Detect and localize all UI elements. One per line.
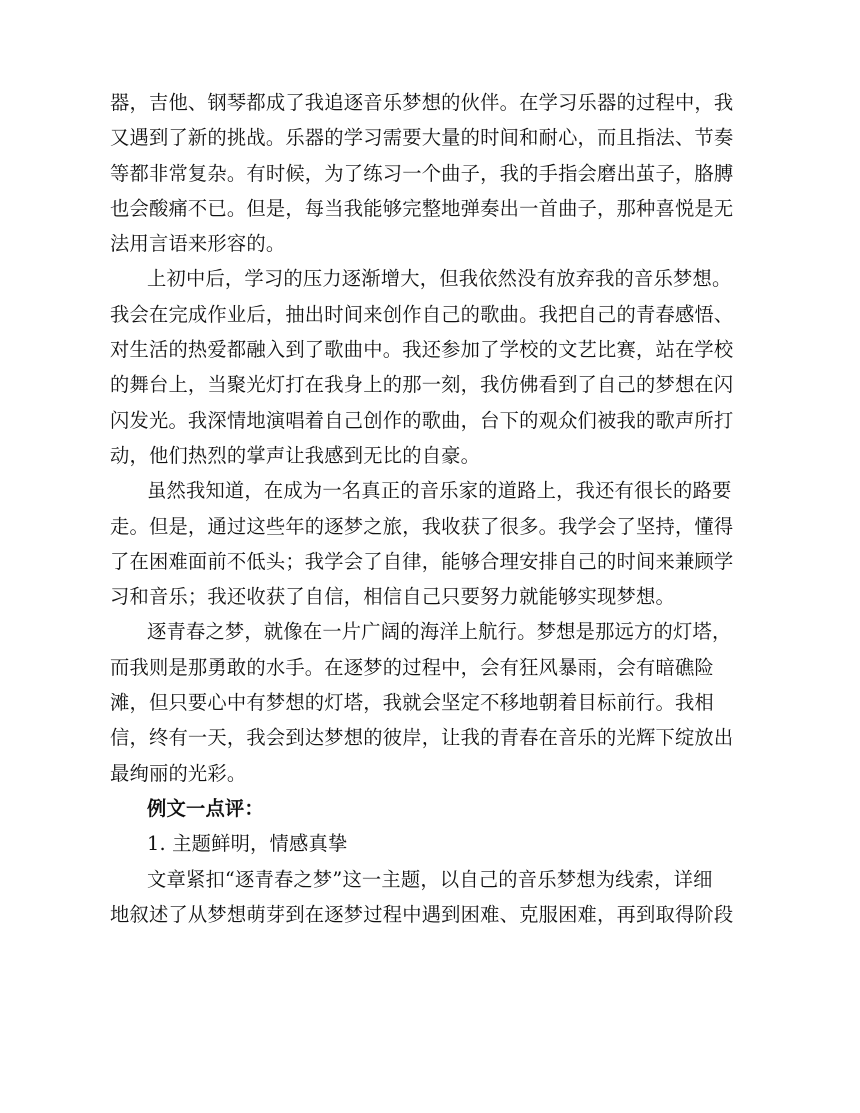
- text-line: 我会在完成作业后，抽出时间来创作自己的歌曲。我把自己的青春感悟、: [110, 302, 734, 326]
- text-line: 法用言语来形容的。: [110, 232, 286, 256]
- paragraph-4: [110, 614, 750, 790]
- text-line: 最绚丽的光彩。: [110, 761, 247, 785]
- text-line: 闪发光。我深情地演唱着自己创作的歌曲，台下的观众们被我的歌声所打: [110, 408, 734, 432]
- text-line: 了在困难面前不低头；我学会了自律，能够合理安排自己的时间来兼顾学: [110, 549, 734, 573]
- text-line: 等都非常复杂。有时候，为了练习一个曲子，我的手指会磨出茧子，胳膊: [110, 161, 734, 185]
- text-line: 对生活的热爱都融入到了歌曲中。我还参加了学校的文艺比赛，站在学校: [110, 338, 734, 362]
- document-page: [110, 85, 750, 932]
- paragraph-5: [110, 862, 750, 933]
- paragraph-2: [110, 261, 750, 473]
- text-line: 而我则是那勇敢的水手。在逐梦的过程中，会有狂风暴雨，会有暗礁险: [110, 655, 714, 679]
- text-line: 动，他们热烈的掌声让我感到无比的自豪。: [110, 443, 481, 467]
- text-line: 的舞台上，当聚光灯打在我身上的那一刻，我仿佛看到了自己的梦想在闪: [110, 373, 734, 397]
- text-line: 器，吉他、钢琴都成了我追逐音乐梦想的伙伴。在学习乐器的过程中，我: [110, 91, 734, 114]
- text-line: 逐青春之梦，就像在一片广阔的海洋上航行。梦想是那远方的灯塔，: [147, 620, 732, 644]
- review-heading: 例文一点评：: [147, 796, 264, 820]
- text-line: 虽然我知道，在成为一名真正的音乐家的道路上，我还有很长的路要: [147, 479, 732, 503]
- text-line: 上初中后，学习的压力逐渐增大，但我依然没有放弃我的音乐梦想。: [147, 267, 732, 291]
- review-point-1: 1. 主题鲜明，情感真挚: [147, 832, 348, 856]
- text-line: 滩，但只要心中有梦想的灯塔，我就会坚定不移地朝着目标前行。我相: [110, 691, 714, 715]
- text-line: 又遇到了新的挑战。乐器的学习需要大量的时间和耐心，而且指法、节奏: [110, 126, 734, 150]
- text-line: 地叙述了从梦想萌芽到在逐梦过程中遇到困难、克服困难，再到取得阶段: [110, 902, 734, 926]
- text-line: 信，终有一天，我会到达梦想的彼岸，让我的青春在音乐的光辉下绽放出: [110, 726, 734, 750]
- text-line: 走。但是，通过这些年的逐梦之旅，我收获了很多。我学会了坚持，懂得: [110, 514, 734, 538]
- text-line: 也会酸痛不已。但是，每当我能够完整地弹奏出一首曲子，那种喜悦是无: [110, 196, 734, 220]
- text-line: 文章紧扣“逐青春之梦”这一主题，以自己的音乐梦想为线索，详细: [147, 867, 713, 891]
- paragraph-1: [110, 85, 750, 261]
- paragraph-3: [110, 473, 750, 614]
- text-line: 习和音乐；我还收获了自信，相信自己只要努力就能够实现梦想。: [110, 585, 675, 609]
